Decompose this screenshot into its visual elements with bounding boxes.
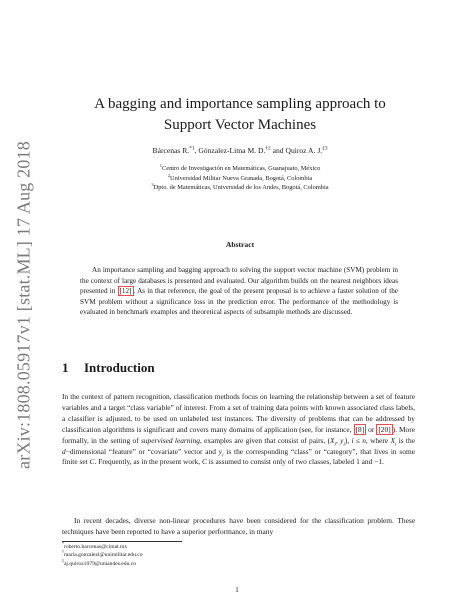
author-separator: , <box>194 146 199 155</box>
citation-link[interactable]: [12] <box>119 287 132 296</box>
math-symbol: y <box>218 446 223 456</box>
author-3-mark: ‡3 <box>322 145 328 152</box>
section-title: Introduction <box>84 360 155 375</box>
title-line-2: Support Vector Machines <box>163 117 317 133</box>
math-symbol: X <box>390 435 395 445</box>
abstract-heading: Abstract <box>225 240 255 249</box>
footnote-3 <box>62 560 415 568</box>
body-text: is the corresponding “class” or “category”, that lives in some finite set <box>62 446 416 467</box>
affiliations <box>60 164 420 193</box>
affiliation-1 <box>60 164 420 174</box>
body-text: , examples are given that consist of pairs, ( <box>199 435 331 445</box>
affiliation-1-mark: 1 <box>159 162 162 168</box>
math-symbol: i <box>351 435 354 445</box>
author-2-mark: †2 <box>265 145 271 152</box>
intro-paragraph-1 <box>62 392 415 468</box>
affiliation-3-text: Dpto. de Matemáticas, Universidad de los Andes, Bogotá, Colombia <box>153 184 329 191</box>
author-2: Gónzalez-Lima M. D. <box>198 146 266 155</box>
abstract-body <box>80 265 398 318</box>
section-heading <box>62 360 155 376</box>
page-number: 1 <box>235 585 239 594</box>
math-symbol: y <box>340 435 344 445</box>
footnote-1-mark: * <box>62 542 64 547</box>
author-1: Bárcenas R. <box>152 146 190 155</box>
body-text: , where <box>365 435 391 445</box>
math-symbol: X <box>330 435 335 445</box>
math-symbol: C <box>201 457 207 467</box>
footnote-divider <box>62 541 182 542</box>
body-text: , <box>335 435 341 445</box>
footnote-2 <box>62 551 415 559</box>
footnote-3-mark: ‡ <box>62 558 64 563</box>
math-subscript: i <box>222 452 224 458</box>
math-subscript: i <box>343 441 345 448</box>
body-text: In the context of pattern recognition, classification methods focus on learning the relationship between a set of feature variables and a target “class variable” of interest. From a set of training data points with known associated class labels, a classifier is adjusted, to be used on unlabeled test instances. The diversity of problems that can be addressed by classification algorithms is significant and covers many domains of application (see, for instance, <box>62 392 415 434</box>
body-text: is assumed to consist only of two classes, labeled 1 and −1. <box>206 457 384 467</box>
body-text: ), <box>344 435 352 445</box>
abstract-text: An importance sampling and bagging approach to solving the support vector machine (SVM) problem in the context of large databases is presented and evaluated. Our algorithm builds on the nearest neighbors ideas presented in <box>80 266 398 296</box>
title-line-1: A bagging and importance sampling approach to <box>94 96 386 112</box>
intro-paragraph-2: In recent decades, diverse non-linear procedures have been considered for the classification problem. These techniques have been reported to have a superior performance, in many <box>62 516 415 536</box>
math-symbol: n <box>362 435 366 445</box>
abstract-text: . As in that reference, the goal of the present proposal is to achieve a faster solution of the SVM problem without a significance loss in the prediction error. The performance of the methodology is evaluated in benchmark examples and theoretical aspects of subsample methods are discussed. <box>80 287 398 317</box>
footnote-2-email[interactable]: maria.gonzalezl@unimilitar.edu.co <box>63 552 143 559</box>
body-text: ). More formally, in the setting of <box>62 424 415 445</box>
citation-link[interactable]: [20] <box>378 424 391 434</box>
math-subscript: i <box>334 441 336 448</box>
arxiv-sidebar <box>2 0 46 613</box>
footnote-1 <box>62 543 415 551</box>
affiliation-2-mark: 2 <box>167 172 171 178</box>
math-symbol: d <box>62 446 66 456</box>
author-3: Quiroz A. J. <box>285 146 323 155</box>
math-subscript: i <box>394 441 397 448</box>
body-text: . Frequently, as in the present work, <box>94 457 202 467</box>
affiliation-2-text: Universidad Militar Nueva Granada, Bogotá, Colombia <box>170 174 313 182</box>
affiliation-3-mark: 3 <box>151 181 154 187</box>
citation-link[interactable]: [8] <box>355 424 365 434</box>
footnote-1-email[interactable]: roberto.barcenas@cimat.mx <box>63 544 128 550</box>
affiliation-1-text: Centro de Investigación en Matemáticas, Guanajuato, México <box>161 165 321 172</box>
body-text: or <box>366 424 377 434</box>
math-symbol: C <box>89 457 95 467</box>
affiliation-3 <box>60 183 420 193</box>
affiliation-2 <box>60 174 420 184</box>
emphasis-text: supervised learning <box>140 435 200 445</box>
footnote-2-mark: † <box>62 550 64 555</box>
section-number: 1 <box>62 360 69 375</box>
paper-title <box>60 94 420 136</box>
author-1-mark: *1 <box>189 145 195 152</box>
arxiv-identifier: arXiv:1808.05917v1 [stat.ML] 17 Aug 2018 <box>13 141 34 469</box>
footnotes <box>62 543 415 568</box>
author-list <box>60 146 420 155</box>
author-and: and <box>270 146 286 155</box>
body-text: ≤ <box>353 435 363 445</box>
body-text: −dimensional “feature” or “covariate” vector and <box>65 446 219 456</box>
footnote-3-email[interactable]: aj.quiroz1079@uniandes.edu.co <box>63 560 137 567</box>
body-text: is the <box>396 435 415 445</box>
